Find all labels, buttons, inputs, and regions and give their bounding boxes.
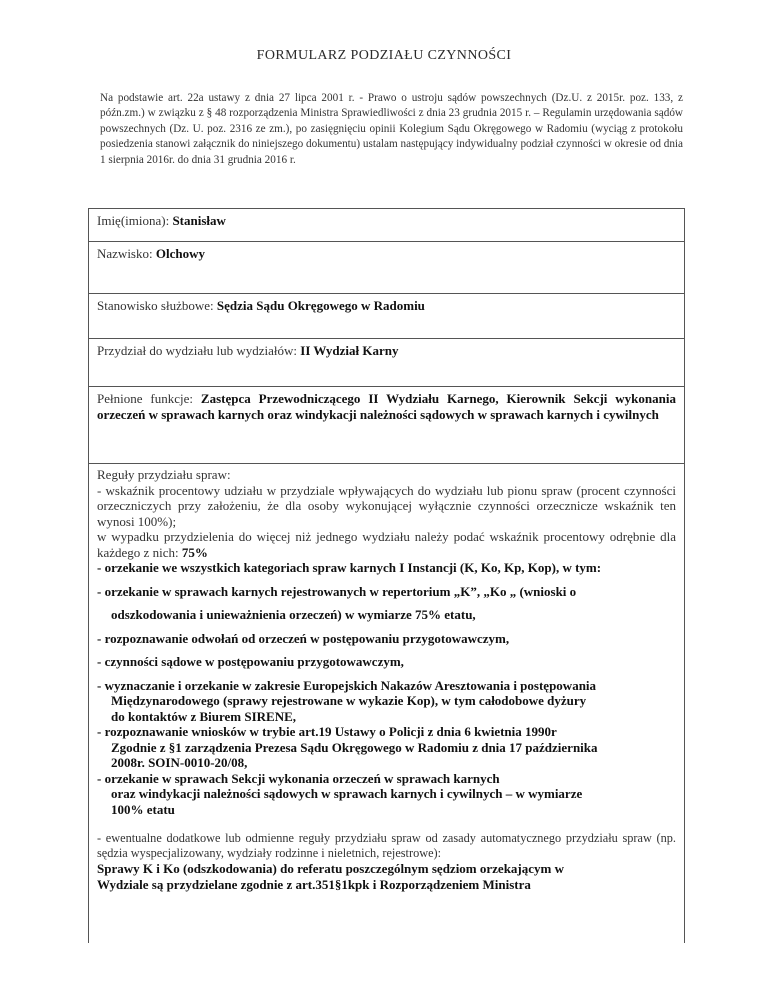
first-name-row: [89, 209, 684, 242]
rules-item: - rozpoznawanie odwołań od orzeczeń w postępowaniu przygotowawczym,: [97, 630, 510, 646]
department-label: Przydział do wydziału lub wydziałów:: [97, 343, 301, 358]
rules-item: - wyznaczanie i orzekanie w zakresie Europejskich Nakazów Aresztowania i postępowania: [97, 677, 597, 693]
rules-section: [89, 464, 684, 892]
rules-item: 2008r. SOIN-0010-20/08,: [111, 755, 248, 770]
rules-item: - rozpoznawanie wniosków w trybie art.19 Ustawy o Policji z dnia 6 kwietnia 1990r: [97, 724, 557, 739]
assignment-form: [88, 208, 685, 943]
department-value: II Wydział Karny: [300, 343, 399, 358]
department-row: [89, 339, 684, 387]
rules-item: 100% etatu: [111, 801, 175, 817]
position-row: [89, 294, 684, 339]
rules-extra-text: - ewentualne dodatkowe lub odmienne reguły przydziału spraw od zasady automatycznego przydziału spraw (np. sędzia wyspecjalizowany, wydziały rodzinne i nieletnich, rejestrowe):: [97, 831, 676, 860]
intro-paragraph: Na podstawie art. 22a ustawy z dnia 27 lipca 2001 r. - Prawo o ustroju sądów powszechnych (Dz.U. z 2015r. poz. 133, z późn.zm.) w związku z § 48 rozporządzenia Ministra Sprawiedliwości z dnia 23 grudnia 2015 r. – Regulamin urzędowania sądów powszechnych (Dz. U. poz. 2316 ze zm.), po zasięgnięciu opinii Kolegium Sądu Okręgowego w Radomiu (wyciąg z protokołu posiedzenia stanowi załącznik do niniejszego dokumentu) ustalam następujący indywidualny podział czynności w okresie od dnia 1 sierpnia 2016r. do dnia 31 grudnia 2016 r.: [100, 92, 683, 166]
last-name-row: [89, 242, 684, 294]
rules-item: - orzekanie we wszystkich kategoriach spraw karnych I Instancji (K, Ko, Kp, Kop), w tym:: [97, 560, 602, 575]
functions-row: [89, 387, 684, 464]
last-name-value: Olchowy: [155, 246, 205, 261]
rules-item: do kontaktów z Biurem SIRENE,: [111, 708, 297, 724]
rules-item: - orzekanie w sprawach Sekcji wykonania orzeczeń w sprawach karnych: [97, 770, 500, 786]
document-title: FORMULARZ PODZIAŁU CZYNNOŚCI: [256, 48, 512, 63]
functions-value: Zastępca Przewodniczącego II Wydziału Karnego, Kierownik Sekcji wykonania orzeczeń w sprawach karnych oraz windykacji należności sądowych w sprawach karnych i cywilnych: [97, 391, 676, 422]
position-value: Sędzia Sądu Okręgowego w Radomiu: [216, 298, 425, 313]
functions-label: Pełnione funkcje:: [97, 391, 201, 406]
rules-item: - czynności sądowe w postępowaniu przygotowawczym,: [97, 654, 404, 669]
rules-multi-dept: [97, 529, 676, 560]
first-name-label: Imię(imiona):: [97, 213, 173, 228]
rules-multi-dept-text: w wypadku przydzielenia do więcej niż jednego wydziału należy podać wskaźnik procentowy odrębnie dla każdego z nich:: [97, 529, 676, 560]
rules-item: oraz windykacji należności sądowych w sprawach karnych i cywilnych – w wymiarze: [111, 786, 583, 801]
rules-item: odszkodowania i unieważnienia orzeczeń) w wymiarze 75% etatu,: [111, 607, 476, 622]
rules-percent: 75%: [181, 544, 208, 560]
position-label: Stanowisko służbowe:: [97, 298, 217, 313]
rules-indicator-text: - wskaźnik procentowy udziału w przydziale wpływających do wydziału lub pionu spraw (procent czynności orzeczniczych przy założeniu, że dla osoby wykonującej wyłącznie czynności orzecznicze wskaźnik ten wynosi 100%);: [97, 482, 676, 529]
first-name-value: Stanisław: [172, 213, 226, 228]
rules-extra-bold-line: Sprawy K i Ko (odszkodowania) do referatu poszczególnym sędziom orzekającym w: [97, 861, 564, 876]
rules-extra-bold-line: Wydziale są przydzielane zgodnie z art.351§1kpk i Rozporządzeniem Ministra: [97, 876, 531, 892]
rules-label: Reguły przydziału spraw:: [97, 467, 231, 482]
last-name-label: Nazwisko:: [97, 246, 156, 261]
rules-item: - orzekanie w sprawach karnych rejestrowanych w repertorium „K”, „Ko „ (wnioski o: [97, 583, 577, 599]
rules-item: Międzynarodowego (sprawy rejestrowane w wykazie Kop), w tym całodobowe dyżury: [111, 693, 587, 708]
rules-item: Zgodnie z §1 zarządzenia Prezesa Sądu Okręgowego w Radomiu z dnia 17 października: [111, 739, 598, 755]
